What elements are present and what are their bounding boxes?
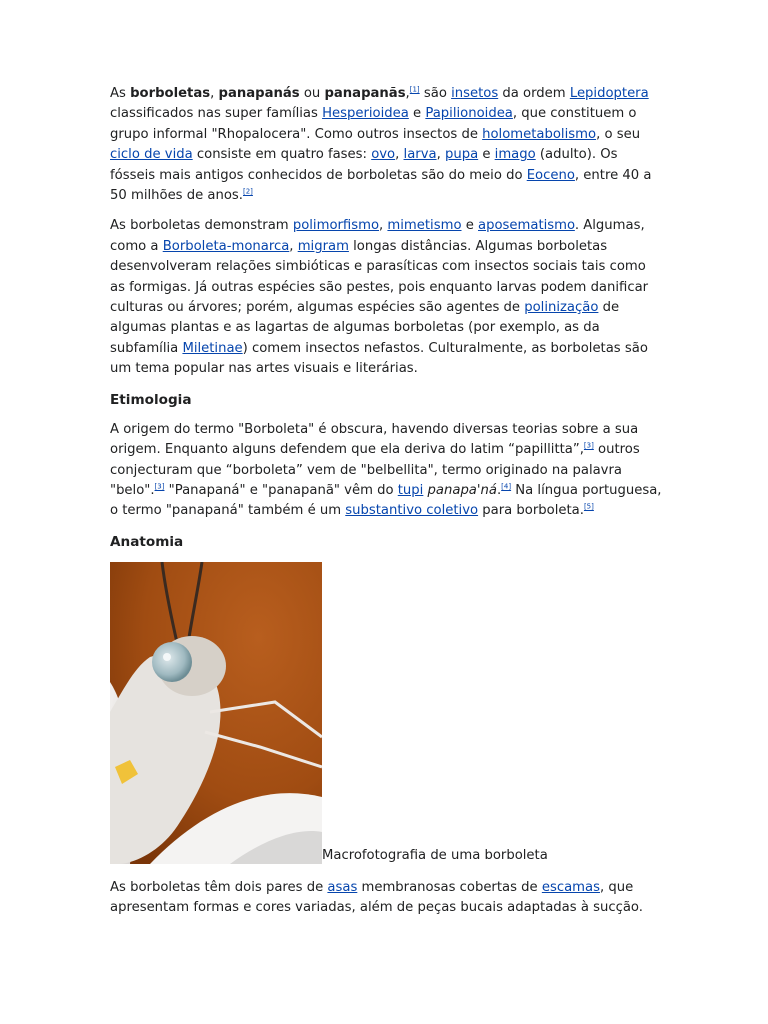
bold-term: panapanãs — [324, 86, 406, 101]
text: As — [110, 86, 131, 101]
citation-link[interactable]: [1] — [409, 85, 420, 94]
text: ou — [299, 86, 325, 101]
heading-etimologia: Etimologia — [110, 391, 192, 408]
behavior-paragraph — [110, 216, 662, 379]
bold-term: panapanás — [218, 86, 300, 101]
link-pupa[interactable]: pupa — [444, 147, 479, 163]
intro-paragraph — [110, 84, 662, 206]
text: classificados nas super famílias — [110, 106, 323, 122]
text: , que constituem o grupo informal "Rhopalocera". Como outros insectos de — [110, 106, 637, 142]
text: , o seu — [596, 126, 641, 142]
link-tupi[interactable]: tupi — [397, 482, 424, 498]
link-insetos[interactable]: insetos — [451, 86, 499, 101]
text: são — [419, 86, 452, 101]
etymology-paragraph — [110, 420, 662, 522]
link-polimorfismo[interactable]: polimorfismo — [292, 218, 380, 234]
text: e — [461, 218, 479, 234]
link-miletinae[interactable]: Miletinae — [182, 340, 243, 356]
link-ciclo-de-vida[interactable]: ciclo de vida — [110, 147, 193, 163]
link-migram[interactable]: migram — [297, 238, 349, 254]
citation-link[interactable]: [5] — [583, 502, 594, 511]
text: A origem do termo "Borboleta" é obscura, havendo diversas teorias sobre a sua origem. Enquanto alguns defendem que ela deriva do latim “papillitta”, — [110, 421, 639, 458]
link-borboleta-monarca[interactable]: Borboleta-monarca — [162, 238, 290, 254]
heading-anatomia: Anatomia — [110, 533, 184, 550]
text: , — [405, 86, 410, 101]
text: As borboletas têm dois pares de — [110, 879, 328, 895]
article-body — [110, 84, 662, 929]
text: da ordem — [498, 86, 570, 101]
text: , — [436, 147, 445, 163]
citation-link[interactable]: [3] — [583, 441, 594, 450]
text: "Panapaná" e "panapanã" vêm do — [164, 482, 398, 498]
butterfly-macro-photo — [110, 562, 322, 864]
text: outros conjecturam que “borboleta” vem de "belbellita", termo originado na palavra "belo". — [110, 442, 640, 498]
text: ) comem insectos nefastos. Culturalmente, as borboletas são um tema popular nas artes visuais e literárias. — [110, 340, 648, 377]
text: . — [496, 482, 502, 498]
link-substantivo-coletivo[interactable]: substantivo coletivo — [345, 503, 479, 519]
link-ovo[interactable]: ovo — [371, 147, 396, 163]
text: para borboleta. — [478, 503, 584, 519]
text: , — [289, 238, 298, 254]
link-papilionoidea[interactable]: Papilionoidea — [425, 106, 513, 122]
text: consiste em quatro fases: — [192, 147, 372, 163]
link-imago[interactable]: imago — [494, 147, 536, 163]
text: membranosas cobertas de — [357, 879, 542, 895]
link-larva[interactable]: larva — [403, 147, 437, 163]
text: de algumas plantas e as lagartas de algumas borboletas (por exemplo, as da subfamília — [110, 300, 620, 356]
figure-caption: Macrofotografia de uma borboleta — [322, 848, 548, 864]
link-asas[interactable]: asas — [327, 879, 358, 895]
citation-link[interactable]: [2] — [243, 187, 253, 196]
text: Na língua portuguesa, o termo "panapaná" também é um — [110, 482, 662, 519]
citation-link[interactable]: [4] — [501, 482, 512, 491]
italic-term: panapa'ná — [427, 482, 497, 498]
text: e — [408, 106, 426, 122]
text: e — [478, 147, 495, 163]
link-polinizacao[interactable]: polinização — [524, 300, 599, 316]
text: As borboletas demonstram — [110, 218, 293, 234]
link-eoceno[interactable]: Eoceno — [526, 167, 575, 183]
text: longas distâncias. Algumas borboletas desenvolveram relações simbióticas e parasíticas com insectos sociais tais como as formigas. Já outras espécies são pestes, pois enquanto larvas podem danificar culturas ou árvores; porém, algumas espécies são agentes de — [110, 238, 649, 316]
text: , entre 40 a 50 milhões de anos. — [110, 167, 652, 204]
link-lepidoptera[interactable]: Lepidoptera — [569, 86, 649, 101]
citation-link[interactable]: [3] — [154, 482, 165, 491]
text: (adulto). Os fósseis mais antigos conhecidos de borboletas são do meio do — [110, 147, 618, 183]
link-escamas[interactable]: escamas — [541, 879, 600, 895]
text: , — [210, 86, 219, 101]
text: , — [379, 218, 388, 234]
text: , — [395, 147, 404, 163]
figure — [110, 562, 662, 864]
text: . Algumas, como a — [110, 218, 645, 254]
bold-term: borboletas — [130, 86, 211, 101]
link-aposematismo[interactable]: aposematismo — [478, 218, 575, 234]
link-holometabolismo[interactable]: holometabolismo — [482, 126, 597, 142]
text: , que apresentam formas e cores variadas, além de peças bucais adaptadas à sucção. — [110, 879, 643, 916]
link-hesperioidea[interactable]: Hesperioidea — [322, 106, 409, 122]
link-mimetismo[interactable]: mimetismo — [387, 218, 462, 234]
anatomy-paragraph — [110, 878, 662, 919]
